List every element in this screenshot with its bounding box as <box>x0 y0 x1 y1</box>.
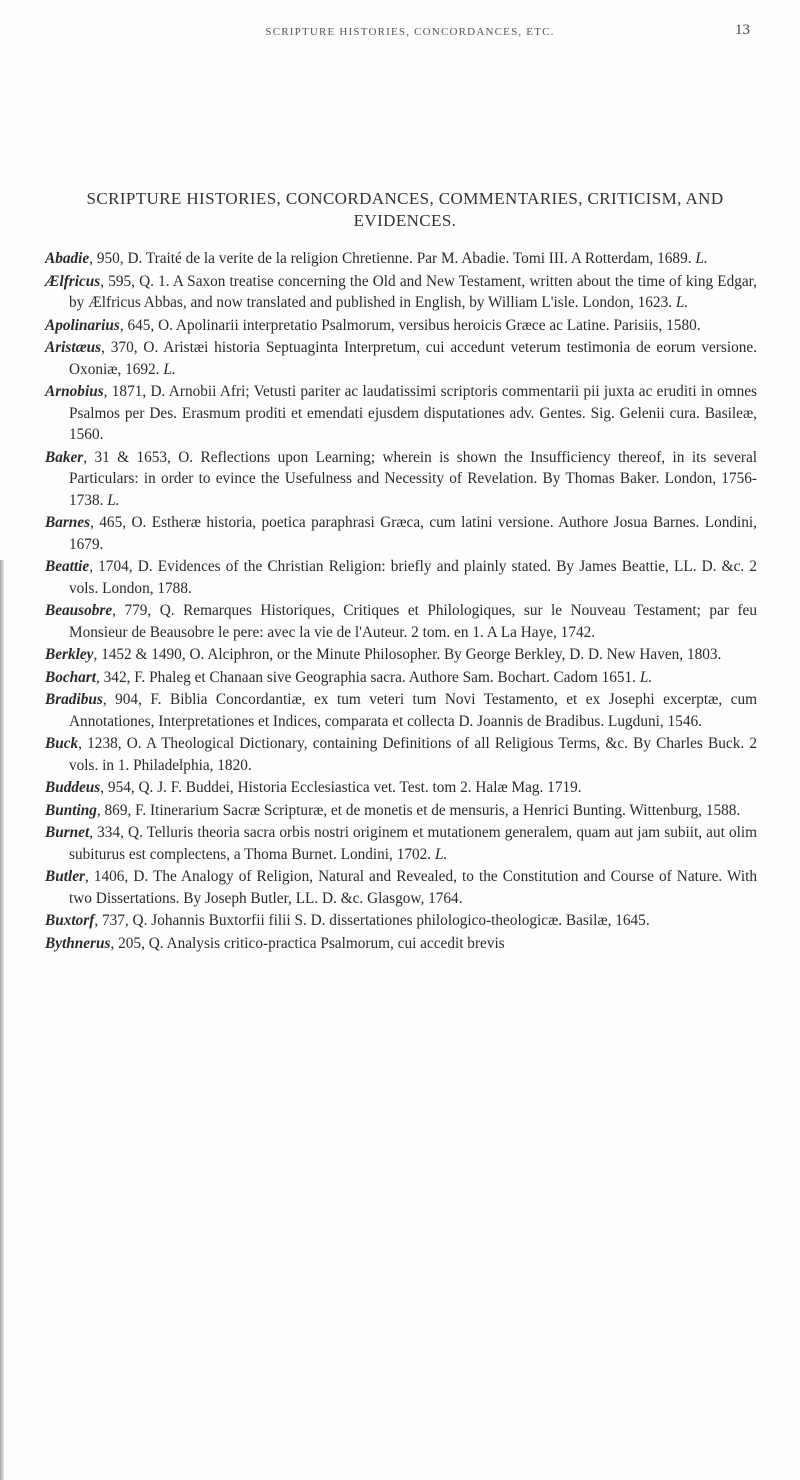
page-number: 13 <box>735 22 750 38</box>
entry-library-mark: L. <box>639 668 653 686</box>
entry-text: , 737, Q. Johannis Buxtorfii filii S. D. dissertationes philologico-theologicæ. Basilæ, 1645. <box>94 912 650 929</box>
entry-author: Butler <box>45 868 85 885</box>
entry-text: , 904, F. Biblia Concordantiæ, ex tum veteri tum Novi Testamento, et ex Josephi excerptæ, cum Annotationes, Interpretationes et Indices, comparata et collecta D. Joannis de Bradibus. Lugduni, 1546. <box>69 691 757 730</box>
entry-text: , 1871, D. Arnobii Afri; Vetusti pariter ac laudatissimi scriptoris commentarii pii juxta ac eruditi in omnes Psalmos per Des. Erasmum proditi et emendati ejusdem disputationes adv. Gentes. Sig. Gelenii cura. Basileæ, 1560. <box>69 383 757 443</box>
catalog-entries <box>45 248 757 955</box>
entry-text: , 1238, O. A Theological Dictionary, containing Definitions of all Religious Terms, &c. By Charles Buck. 2 vols. in 1. Philadelphia, 1820. <box>69 735 757 774</box>
catalog-entry <box>45 822 757 865</box>
catalog-entry <box>45 337 757 380</box>
running-head: SCRIPTURE HISTORIES, CONCORDANCES, ETC. <box>265 26 555 38</box>
entry-text: , 342, F. Phaleg et Chanaan sive Geographia sacra. Authore Sam. Bochart. Cadom 1651. <box>96 668 636 686</box>
entry-library-mark: L. <box>107 491 120 509</box>
catalog-entry <box>45 733 757 776</box>
entry-library-mark: L. <box>163 360 176 378</box>
entry-text: , 645, O. Apolinarii interpretatio Psalmorum, versibus heroicis Græce ac Latine. Parisiis, 1580. <box>119 316 701 334</box>
catalog-entry <box>45 271 757 314</box>
entry-author: Beausobre <box>45 602 113 619</box>
catalog-entry <box>45 248 757 270</box>
entry-text: , 595, Q. 1. A Saxon treatise concerning the Old and New Testament, written about the time of king Edgar, by Ælfricus Abbas, and now translated and published in English, by William L'isle. London, 1623. <box>69 272 757 311</box>
catalog-entry <box>45 667 757 689</box>
catalog-entry <box>45 933 757 955</box>
entry-text: , 465, O. Estheræ historia, poetica paraphrasi Græca, cum latini versione. Authore Josua Barnes. Londini, 1679. <box>69 514 757 553</box>
catalog-entry <box>45 556 757 599</box>
entry-text: , 869, F. Itinerarium Sacræ Scripturæ, et de monetis et de mensuris, a Henrici Bunting. Wittenburg, 1588. <box>96 801 741 819</box>
catalog-entry <box>45 800 757 822</box>
entry-author: Arnobius <box>45 383 104 400</box>
entry-library-mark: L. <box>675 294 689 311</box>
entry-text: , 1452 & 1490, O. Alciphron, or the Minute Philosopher. By George Berkley, D. D. New Haven, 1803. <box>93 646 722 663</box>
entry-author: Barnes <box>45 514 91 531</box>
entry-text: , 205, Q. Analysis critico-practica Psalmorum, cui accedit brevis <box>110 934 505 952</box>
entry-author: Berkley <box>45 646 94 663</box>
entry-text: , 950, D. Traité de la verite de la religion Chretienne. Par M. Abadie. Tomi III. A Rotterdam, 1689. <box>89 250 692 267</box>
entry-text: , 334, Q. Telluris theoria sacra orbis nostri originem et mutationem generalem, quam aut jam subiit, aut olim subiturus est complectens, a Thoma Burnet. Londini, 1702. <box>69 824 757 863</box>
catalog-entry <box>45 910 757 932</box>
entry-author: Baker <box>45 448 84 466</box>
catalog-entry <box>45 866 757 909</box>
catalog-entry <box>45 644 757 666</box>
entry-text: , 31 & 1653, O. Reflections upon Learning; wherein is shown the Insufficiency thereof, in its several Particulars: in order to evince the Usefulness and Necessity of Revelation. By Thomas Baker. London, 1756-1738. <box>69 448 757 509</box>
catalog-entry <box>45 777 757 799</box>
entry-author: Bochart <box>45 668 96 686</box>
section-title: SCRIPTURE HISTORIES, CONCORDANCES, COMMENTARIES, CRITICISM, AND EVIDENCES. <box>86 189 724 230</box>
entry-author: Bunting <box>45 801 97 819</box>
entry-author: Ælfricus <box>45 272 101 290</box>
catalog-entry <box>45 512 757 555</box>
entry-text: , 1406, D. The Analogy of Religion, Natural and Revealed, to the Constitution and Course of Nature. With two Dissertations. By Joseph Butler, LL. D. &c. Glasgow, 1764. <box>69 868 757 907</box>
entry-text: , 370, O. Aristæi historia Septuaginta Interpretum, cui accedunt veterum testimonia de eorum versione. Oxoniæ, 1692. <box>69 339 757 378</box>
entry-text: , 779, Q. Remarques Historiques, Critiques et Philologiques, sur le Nouveau Testament; par feu Monsieur de Beausobre le pere: avec la vie de l'Auteur. 2 tom. en 1. A La Haye, 1742. <box>69 602 757 641</box>
entry-author: Bythnerus <box>45 934 111 952</box>
entry-author: Bradibus <box>45 691 103 708</box>
entry-author: Buck <box>45 735 79 752</box>
entry-author: Buxtorf <box>45 912 95 929</box>
catalog-entry <box>45 447 757 512</box>
entry-library-mark: L. <box>434 845 448 863</box>
page-edge-shadow <box>0 560 4 1480</box>
catalog-entry <box>45 600 757 643</box>
entry-author: Beattie <box>45 558 90 575</box>
entry-author: Abadie <box>45 250 90 267</box>
entry-text: , 1704, D. Evidences of the Christian Religion: briefly and plainly stated. By James Beattie, LL. D. &c. 2 vols. London, 1788. <box>69 558 757 597</box>
entry-text: , 954, Q. J. F. Buddei, Historia Ecclesiastica vet. Test. tom 2. Halæ Mag. 1719. <box>100 779 582 796</box>
entry-author: Buddeus <box>45 779 101 796</box>
catalog-entry <box>45 689 757 732</box>
catalog-entry <box>45 381 757 446</box>
entry-author: Apolinarius <box>45 316 120 334</box>
catalog-entry <box>45 315 757 337</box>
entry-author: Aristæus <box>45 339 102 356</box>
entry-library-mark: L. <box>695 250 708 267</box>
entry-author: Burnet <box>45 824 90 841</box>
